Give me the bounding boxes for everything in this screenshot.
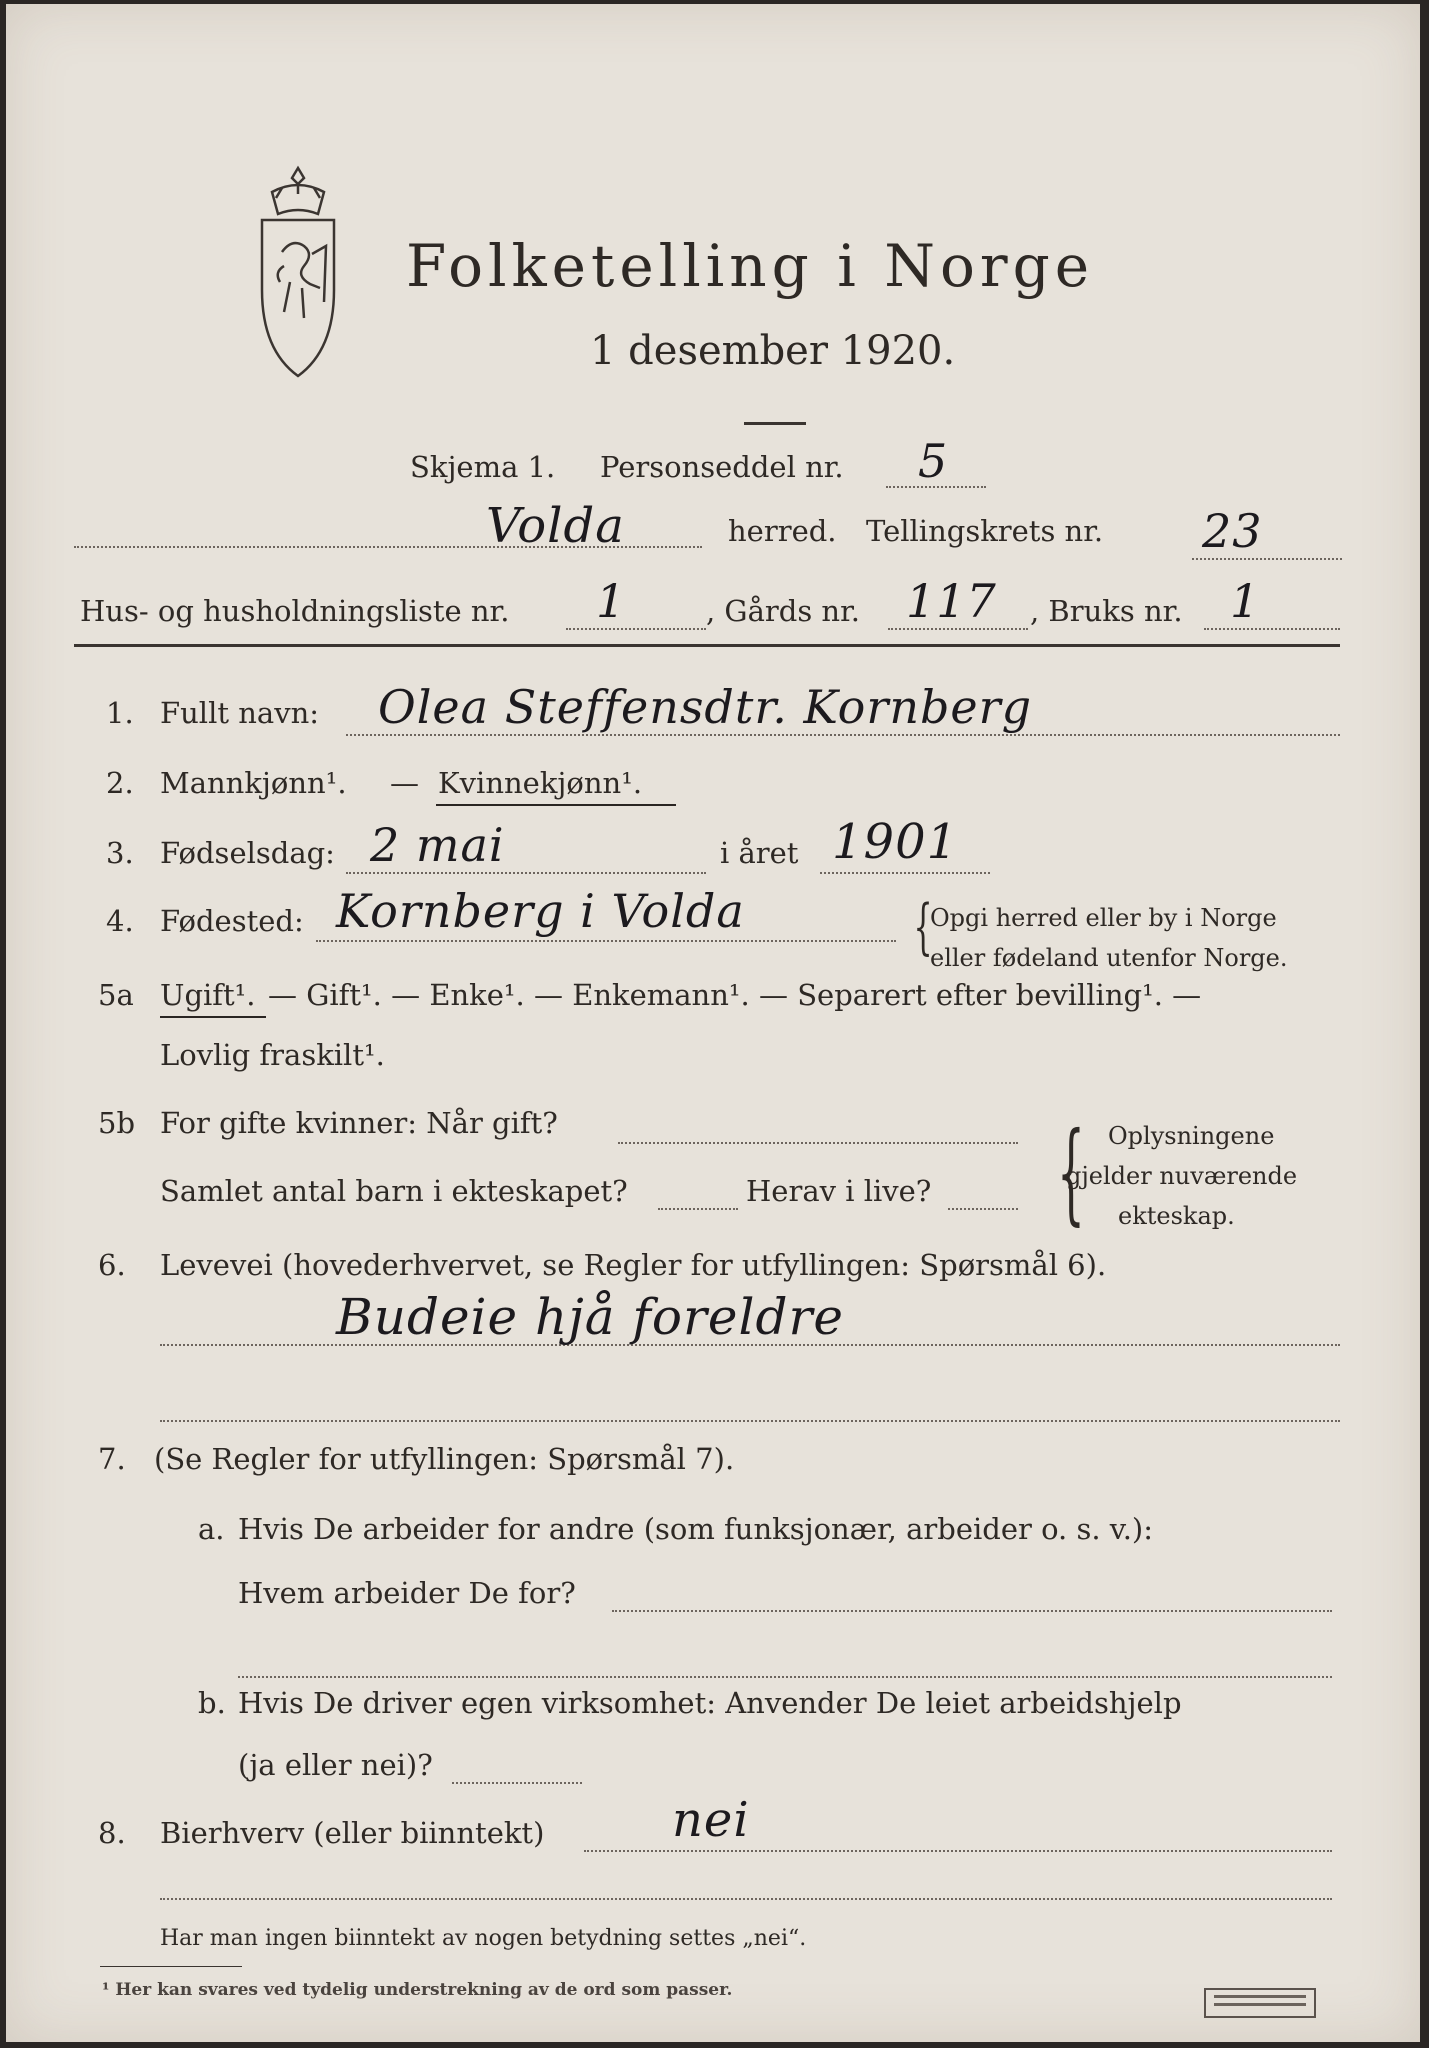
occupation-value: Budeie hjå foreldre — [336, 1288, 845, 1346]
footer-note: Har man ingen biinntekt av nogen betydning settes „nei“. — [160, 1926, 807, 1951]
q5b-note-line2: gjelder nuværende — [1066, 1162, 1298, 1190]
q1-label: Fullt navn: — [160, 696, 320, 730]
bruks-value: 1 — [1230, 574, 1261, 628]
gender-dash: — — [390, 766, 419, 800]
norwegian-coat-of-arms-icon — [242, 162, 354, 382]
full-name-value: Olea Steffensdtr. Kornberg — [378, 680, 1033, 734]
q4-number: 4. — [106, 904, 134, 938]
gender-female-option: Kvinnekjønn¹. — [438, 766, 643, 800]
husliste-label: Hus- og husholdningsliste nr. — [80, 594, 510, 628]
marital-fraskilt-option: Lovlig fraskilt¹. — [160, 1038, 385, 1072]
q6-label: Levevei (hovederhvervet, se Regler for utfyllingen: Spørsmål 6). — [160, 1248, 1107, 1282]
q3-day-field-line — [346, 872, 706, 874]
gards-field-line — [888, 628, 1028, 630]
q7a-label-line2: Hvem arbeider De for? — [238, 1576, 576, 1610]
bruks-field-line — [1204, 628, 1340, 630]
q3-number: 3. — [106, 836, 134, 870]
skjema-label: Skjema 1. — [410, 450, 556, 484]
q5b-number: 5b — [98, 1106, 136, 1140]
q3-year-field-line — [820, 872, 990, 874]
q5b-brace: { — [1057, 1108, 1085, 1236]
birthplace-value: Kornberg i Volda — [336, 884, 745, 938]
q5a-number: 5a — [98, 978, 134, 1012]
q8-label: Bierhverv (eller biinntekt) — [160, 1816, 545, 1850]
footnote: ¹ Her kan svares ved tydelig understrekning av de ord som passer. — [102, 1980, 733, 2000]
q3-label: Fødselsdag: — [160, 836, 335, 870]
marital-other-options: — Gift¹. — Enke¹. — Enkemann¹. — Separert efter bevilling¹. — — [268, 978, 1202, 1012]
q7b-letter: b. — [198, 1686, 226, 1720]
q4-label: Fødested: — [160, 904, 304, 938]
q2-number: 2. — [106, 766, 134, 800]
herred-value: Volda — [486, 498, 625, 554]
tellingskrets-field-line — [1192, 558, 1342, 560]
personseddel-value: 5 — [918, 434, 949, 488]
q7b-label-line2: (ja eller nei)? — [238, 1748, 433, 1782]
gards-label: , Gårds nr. — [706, 594, 860, 628]
q7a-field-line-1 — [612, 1610, 1332, 1612]
document-title: Folketelling i Norge — [406, 232, 1095, 300]
q7a-field-line-2 — [238, 1676, 1332, 1678]
q5b-children-field-line — [658, 1208, 738, 1210]
gender-female-underline — [436, 804, 676, 806]
q8-number: 8. — [98, 1816, 126, 1850]
q6-number: 6. — [98, 1248, 126, 1282]
q5b-alive-field-line — [948, 1208, 1018, 1210]
q7b-field-line — [452, 1782, 582, 1784]
q3-aaret-label: i året — [720, 836, 799, 870]
q8-field-line-1 — [584, 1850, 1332, 1852]
q8-field-line-2 — [160, 1898, 1332, 1900]
q5b-note-line3: ekteskap. — [1118, 1202, 1235, 1230]
marital-ugift-underline — [160, 1016, 266, 1018]
census-date: 1 desember 1920. — [590, 328, 956, 374]
q6-field-line-2 — [160, 1420, 1340, 1422]
side-income-value: nei — [672, 1792, 750, 1848]
q5b-married-field-line — [618, 1142, 1018, 1144]
gender-male-option: Mannkjønn¹. — [160, 766, 347, 800]
printer-stamp-icon — [1204, 1988, 1316, 2018]
gards-value: 117 — [906, 574, 997, 628]
q5b-note-line1: Oplysningene — [1108, 1122, 1275, 1150]
q5b-children-label: Samlet antal barn i ekteskapet? — [160, 1174, 628, 1208]
birth-year-value: 1901 — [832, 814, 959, 870]
header-divider — [74, 644, 1340, 647]
q1-number: 1. — [106, 696, 134, 730]
q4-field-line — [316, 940, 896, 942]
q7b-label-line1: Hvis De driver egen virksomhet: Anvender De leiet arbeidshjelp — [238, 1686, 1182, 1720]
q7-label: (Se Regler for utfyllingen: Spørsmål 7). — [154, 1442, 735, 1476]
tellingskrets-label: Tellingskrets nr. — [866, 514, 1104, 548]
q5b-alive-label: Herav i live? — [746, 1174, 932, 1208]
bruks-label: , Bruks nr. — [1030, 594, 1183, 628]
q4-note-line1: Opgi herred eller by i Norge — [930, 904, 1277, 932]
husliste-field-line — [566, 628, 706, 630]
husliste-value: 1 — [596, 574, 627, 628]
tellingskrets-value: 23 — [1202, 504, 1263, 558]
q7-number: 7. — [98, 1442, 126, 1476]
q1-field-line — [346, 734, 1340, 736]
census-form-sheet — [6, 4, 1420, 2042]
q4-note-line2: eller fødeland utenfor Norge. — [930, 944, 1288, 972]
marital-ugift-option: Ugift¹. — [160, 978, 256, 1012]
title-divider — [744, 422, 806, 425]
herred-label: herred. — [728, 514, 837, 548]
q5b-married-label: For gifte kvinner: Når gift? — [160, 1106, 558, 1140]
q7a-label-line1: Hvis De arbeider for andre (som funksjonær, arbeider o. s. v.): — [238, 1512, 1154, 1546]
q4-brace: { — [913, 892, 933, 962]
q7a-letter: a. — [198, 1512, 225, 1546]
birth-day-value: 2 mai — [370, 818, 505, 872]
footnote-divider — [100, 1966, 242, 1967]
personseddel-label: Personseddel nr. — [600, 450, 844, 484]
